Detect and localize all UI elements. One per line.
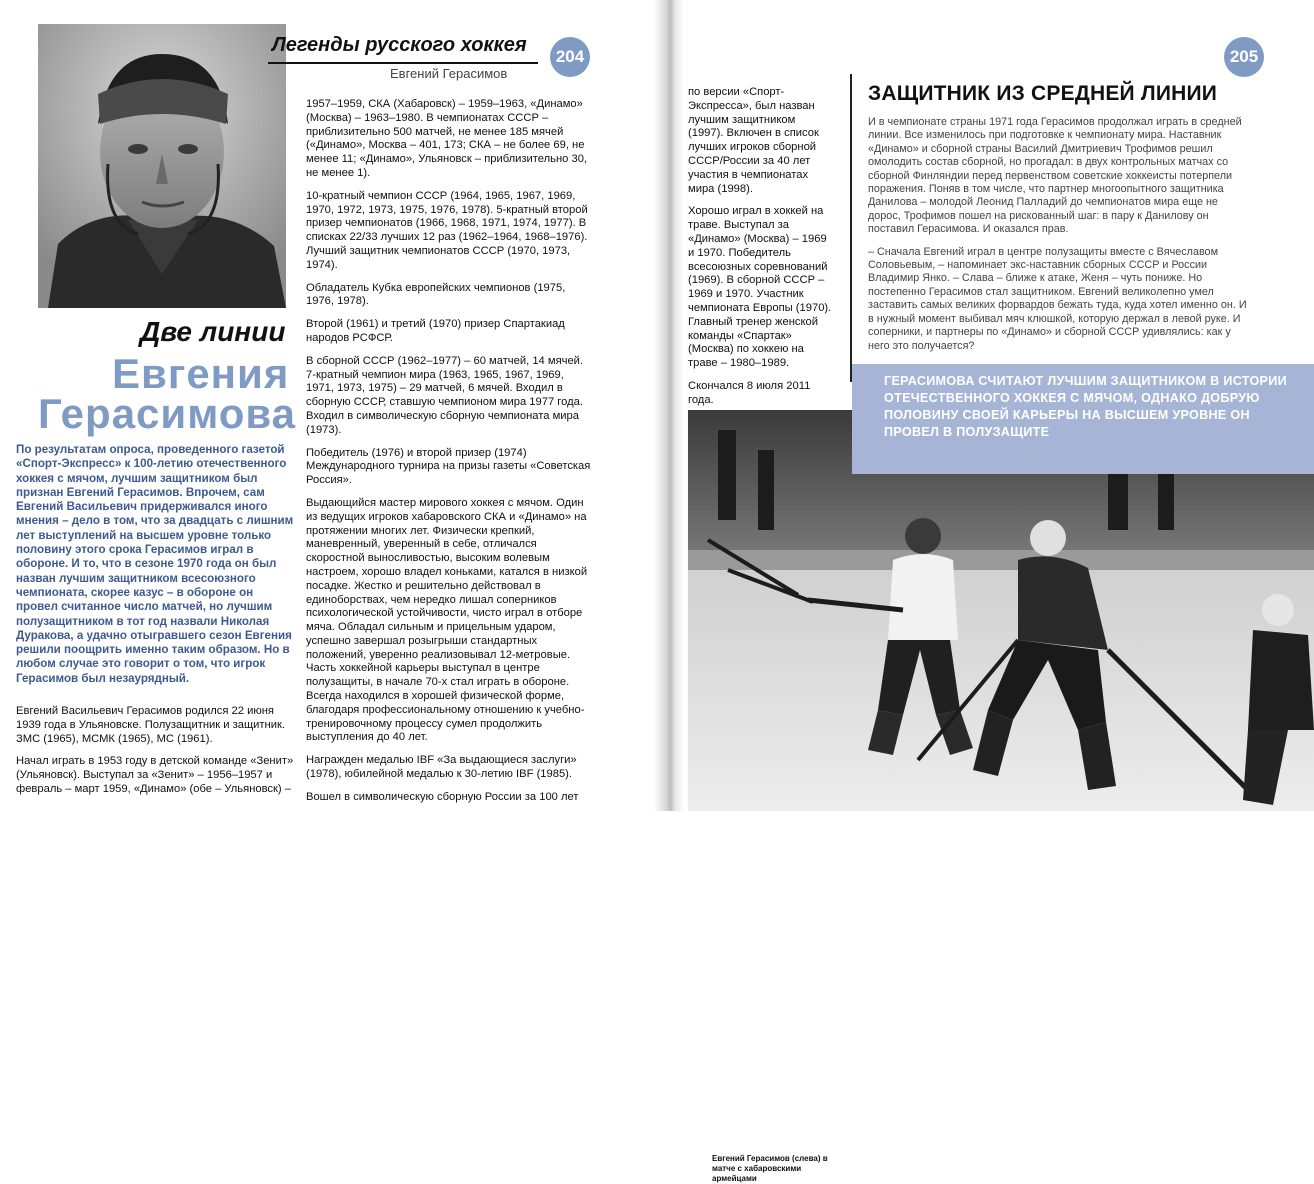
continued-paragraph: по версии «Спорт-Экспресса», был назван лучшим защитником (1997). Включен в список лучших игроков сборной СССР/России за 40 лет участия в чемпионатах мира (1998). bbox=[688, 86, 819, 195]
body-paragraph: – Сначала Евгений играл в центре полузащиты вместе с Вячеславом Соловьевым, – напоминает экс-наставник сборных СССР и России Владимир Янко. – Слава – ближе к атаке, Женя – чуть пониже. Но постепенно Герасимов стал защитником. Евгений великолепно умел заставить самых великих форвардов бежать туда, куда хотел именно он. И в нужный момент выбивал мяч клюшкой, которую держал в левой руке. И соперники, и партнеры по «Динамо» и сборной СССР удивлялись: как у него это получается? bbox=[868, 245, 1247, 352]
header-rule bbox=[268, 62, 538, 64]
running-header-title: Легенды русского хоккея bbox=[272, 34, 527, 56]
column-divider bbox=[850, 74, 852, 382]
stats-paragraph: Вошел в символическую сборную России за 100 лет bbox=[306, 790, 579, 803]
portrait-photo bbox=[38, 24, 286, 308]
stats-paragraph: Второй (1961) и третий (1970) призер Спартакиад народов РСФСР. bbox=[306, 318, 565, 344]
stats-paragraph: Победитель (1976) и второй призер (1974) Международного турнира на призы газеты «Советская Россия». bbox=[306, 446, 591, 487]
page-number-badge: 205 bbox=[1224, 37, 1264, 77]
bio-paragraph: Евгений Васильевич Герасимов родился 22 июня 1939 года в Ульяновске. Полузащитник и защитник. ЗМС (1965), МСМК (1965), МС (1961). bbox=[16, 705, 285, 745]
running-header-subtitle: Евгений Герасимов bbox=[390, 66, 508, 81]
continued-paragraph: Скончался 8 июля 2011 года. bbox=[688, 379, 811, 406]
stats-paragraph: Обладатель Кубка европейских чемпионов (1975, 1976, 1978). bbox=[306, 281, 566, 308]
stats-paragraph: Выдающийся мастер мирового хоккея с мячом. Один из ведущих игроков хабаровского СКА и «Динамо» на протяжении многих лет. Физически крепкий, маневренный, уверенный в себе, отличался скоростной выносливостью, высоким волевым настроем, хорошо владел коньками, катался в низкой посадке. Жестко и решительно действовал в единоборствах, чем нередко лишал соперников психологической устойчивости, чисто играл в отборе мяча. Обладал сильным и прицельным ударом, успешно завершал розыгрыши стандартных положений, уверенно реализовывал 12-метровые. Часть хоккейной карьеры выступал в центре полузащиты, в начале 70-х стал играть в обороне. Всегда находился в хорошей физической форме, благодаря профессиональному отношению к учебно-тренировочному процессу сумел продолжить выступления до 40 лет. bbox=[306, 496, 588, 744]
stats-paragraph: Награжден медалью IBF «За выдающиеся заслуги» (1978), юбилейной медалью к 30-летию IBF (1985). bbox=[306, 754, 577, 781]
stats-paragraph: 1957–1959, СКА (Хабаровск) – 1959–1963, «Динамо» (Москва) – 1963–1980. В чемпионатах СССР – приблизительно 500 матчей, не менее 185 мячей («Динамо», Москва – 401, 173; СКА – не более 69, не менее 11; «Динамо», Ульяновск – приблизительно 30, не менее 1). bbox=[306, 98, 588, 179]
lead-paragraph: По результатам опроса, проведенного газетой «Спорт-Экспресс» к 100-летию отечественного хоккея с мячом, лучшим защитником был признан Евгений Герасимов. Впрочем, сам Евгений Васильевич придерживался иного мнения – дело в том, что за двадцать с лишним лет выступлений на высшем уровне только половину этого срока Герасимов играл в обороне. И то, что в сезоне 1970 года он был назван лучшим защитником всесоюзного чемпионата, скорее казус – в обороне он провел считанное число матчей, но лучшим полузащитником в тот год назвали Николая Дуракова, а удачно отыгравшего сезон Евгения решили поощрить именно таким образом. Но в любом случае это говорит о том, что игрок Герасимов был незаурядный. bbox=[16, 443, 294, 685]
headline-line3: Герасимова bbox=[38, 390, 297, 437]
bio-column bbox=[16, 705, 294, 806]
pull-quote: ГЕРАСИМОВА СЧИТАЮТ ЛУЧШИМ ЗАЩИТНИКОМ В ИСТОРИИ ОТЕЧЕСТВЕННОГО ХОККЕЯ С МЯЧОМ, ОДНАКО ДОБРУЮ ПОЛОВИНУ СВОЕЙ КАРЬЕРЫ НА ВЫСШЕМ УРОВНЕ ОН ПРОВЕЛ В ПОЛУЗАЩИТЕ bbox=[852, 364, 1314, 474]
stats-paragraph: 10-кратный чемпион СССР (1964, 1965, 1967, 1969, 1970, 1972, 1973, 1975, 1976, 1978). 5-кратный второй призер чемпионатов (1966, 1968, 1971, 1974, 1977). В списках 22/33 лучших 12 раз (1962–1964, 1968–1976). Лучший защитник чемпионатов СССР (1970, 1973, 1974). bbox=[306, 189, 588, 271]
headline-line2: Евгения bbox=[112, 350, 290, 397]
page-number-badge: 204 bbox=[550, 37, 590, 77]
continued-paragraph: Хорошо играл в хоккей на траве. Выступал за «Динамо» (Москва) – 1969 и 1970. Победитель всесоюзных соревнований (1969). В сборной СССР – 1969 и 1970. Участник чемпионата Европы (1970). Главный тренер женской команды «Спартак» (Москва) по хоккею на траве – 1980–1989. bbox=[688, 205, 832, 370]
stats-column bbox=[306, 98, 592, 814]
headline-line1: Две линии bbox=[140, 316, 286, 347]
photo-caption: Евгений Герасимов (слева) в матче с хабаровскими армейцами bbox=[712, 1154, 828, 1183]
stats-paragraph: В сборной СССР (1962–1977) – 60 матчей, 14 мячей. 7-кратный чемпион мира (1963, 1965, 1967, 1969, 1971, 1973, 1975) – 29 матчей, 6 мячей. Входил в сборную СССР, ставшую чемпионом мира 1977 года. Входил в символическую сборную чемпионата мира (1973). bbox=[306, 354, 584, 436]
right-page bbox=[684, 0, 1314, 1183]
left-page bbox=[0, 0, 654, 811]
book-gutter bbox=[654, 0, 684, 811]
section-body bbox=[868, 116, 1248, 362]
body-paragraph: И в чемпионате страны 1971 года Герасимов продолжал играть в средней линии. Все изменилось при подготовке к чемпионату мира. Наставник «Динамо» и сборной страны Василий Дмитриевич Трофимов решил омолодить состав сборной, но прогадал: в двух контрольных матчах со сборной Финляндии перед первенством советские хоккеисты потерпели поражения. Поняв в том числе, что партнер многоопытного защитника Данилова – молодой Леонид Палладий до чемпионатов мира еще не дорос, Трофимов пошел на рискованный шаг: в пару к Данилову он поставил Герасимова. И оказался прав. bbox=[868, 116, 1242, 236]
continued-column bbox=[688, 86, 832, 417]
bio-paragraph: Начал играть в 1953 году в детской команде «Зенит» (Ульяновск). Выступал за «Зенит» – 1956–1957 и февраль – март 1959, «Динамо» (обе – Ульяновск) – bbox=[16, 755, 294, 795]
portrait-illustration bbox=[38, 24, 286, 308]
section-title: ЗАЩИТНИК ИЗ СРЕДНЕЙ ЛИНИИ bbox=[868, 82, 1218, 105]
